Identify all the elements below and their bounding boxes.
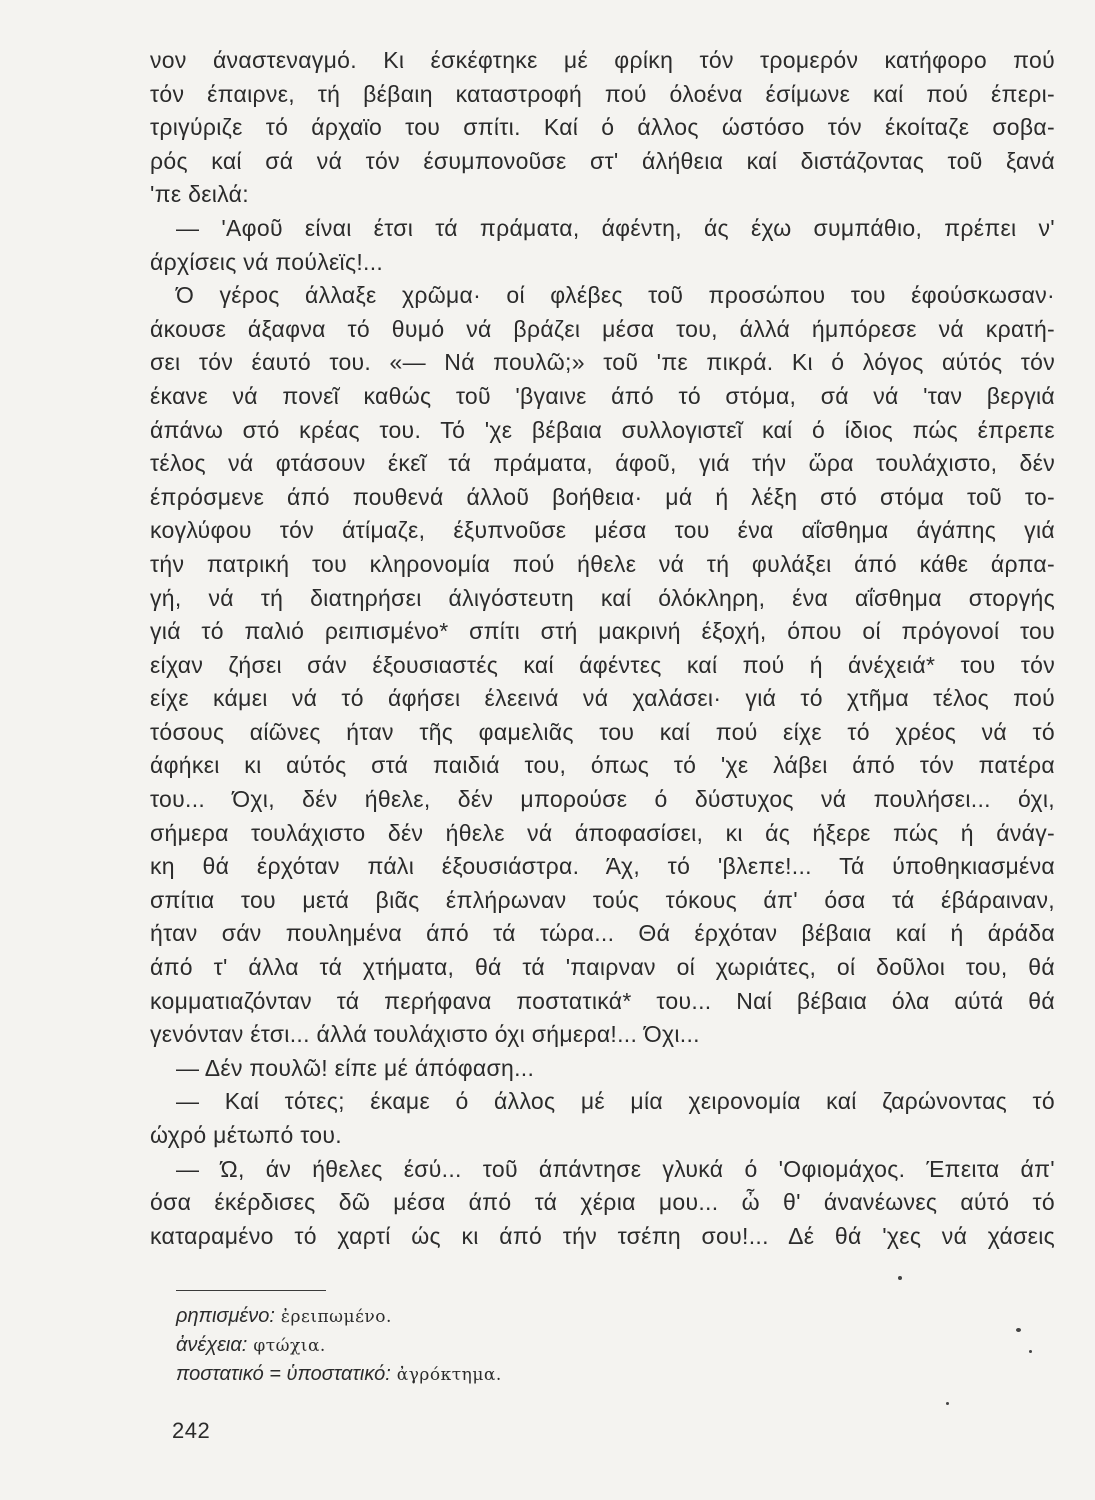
footnote-term: ἀνέχεια: bbox=[176, 1334, 248, 1356]
text-line: είχαν ζήσει σάν έξουσιαστές καί άφέντες καί πού ή άνέχειά* του τόν bbox=[150, 651, 1055, 678]
text-line: κη θά έρχόταν πάλι έξουσιάστρα. Άχ, τό 'βλεπε!... Τά ύποθηκιασμένα bbox=[150, 853, 1055, 880]
footnotes bbox=[176, 1302, 776, 1389]
page-number: 242 bbox=[172, 1418, 211, 1443]
text-line: κομματιαζόνταν τά περήφανα ποστατικά* του... Ναί βέβαια όλα αύτά θά bbox=[150, 987, 1055, 1014]
text-line: σπίτια του μετά βιᾶς έπλήρωναν τούς τόκους άπ' όσα τά έβάραιναν, bbox=[150, 886, 1055, 913]
print-speck bbox=[1029, 1350, 1032, 1353]
text-line: τέλος νά φτάσουν έκεῖ τά πράματα, άφοῦ, γιά τήν ὥρα τουλάχιστο, δέν bbox=[150, 450, 1055, 477]
text-line: έπρόσμενε άπό πουθενά άλλοῦ βοήθεια· μά ή λέξη στό στόμα τοῦ το- bbox=[150, 483, 1055, 510]
text-line: άκουσε άξαφνα τό θυμό νά βράζει μέσα του, άλλά ήμπόρεσε νά κρατή- bbox=[150, 315, 1055, 342]
footnote-divider bbox=[176, 1290, 326, 1291]
text-line: — 'Αφοῦ είναι έτσι τά πράματα, άφέντη, άς έχω συμπάθιο, πρέπει ν' bbox=[176, 214, 1055, 241]
body-text bbox=[150, 44, 1055, 1253]
footnote-term: ποστατικό = ὑποστατικό: bbox=[176, 1363, 391, 1385]
print-speck bbox=[946, 1402, 949, 1405]
text-line: ώχρό μέτωπό του. bbox=[150, 1122, 342, 1148]
text-line: άφήκει κι αύτός στά παιδιά του, όπως τό 'χε λάβει άπό τόν πατέρα bbox=[150, 752, 1055, 779]
text-line: γιά τό παλιό ρειπισμένο* σπίτι στή μακρινή έξοχή, όπου οί πρόγονοί του bbox=[150, 618, 1055, 645]
text-line: ρός καί σά νά τόν έσυμπονοῦσε στ' άλήθεια καί διστάζοντας τοῦ ξανά bbox=[150, 147, 1055, 174]
text-line: Ό γέρος άλλαξε χρῶμα· οί φλέβες τοῦ προσώπου του έφούσκωσαν· bbox=[176, 282, 1055, 309]
text-line: σει τόν έαυτό του. «— Νά πουλῶ;» τοῦ 'πε πικρά. Κι ό λόγος αύτός τόν bbox=[150, 349, 1055, 376]
footnote bbox=[176, 1302, 776, 1331]
text-line: του... Όχι, δέν ήθελε, δέν μπορούσε ό δύστυχος νά πουλήσει... όχι, bbox=[150, 786, 1055, 813]
text-line: κογλύφου τόν άτίμαζε, έξυπνοῦσε μέσα του ένα αΐσθημα άγάπης γιά bbox=[150, 517, 1055, 544]
text-line: σήμερα τουλάχιστο δέν ήθελε νά άποφασίσει, κι άς ήξερε πώς ή άνάγ- bbox=[150, 819, 1055, 846]
text-line: γενόνταν έτσι... άλλά τουλάχιστο όχι σήμερα!... Όχι... bbox=[150, 1021, 700, 1048]
text-line: είχε κάμει νά τό άφήσει έλεεινά νά χαλάσει· γιά τό χτῆμα τέλος πού bbox=[150, 685, 1055, 712]
footnote-definition: φτώχια. bbox=[253, 1336, 326, 1356]
text-line: ήταν σάν πουλημένα άπό τά τώρα... Θά έρχόταν βέβαια καί ή άράδα bbox=[150, 920, 1055, 947]
text-line: γή, νά τή διατηρήσει άλιγόστευτη καί όλόκληρη, ένα αΐσθημα στοργής bbox=[150, 584, 1055, 611]
text-line: άπό τ' άλλα τά χτήματα, θά τά 'παιρναν οί χωριάτες, οί δοῦλοι του, θά bbox=[150, 954, 1055, 981]
footnote-definition: ἐρειπωμένο. bbox=[280, 1307, 392, 1327]
text-line: άπάνω στό κρέας του. Τό 'χε βέβαια συλλογιστεῖ καί ό ίδιος πώς έπρεπε bbox=[150, 416, 1055, 443]
text-line: — Δέν πουλῶ! είπε μέ άπόφαση... bbox=[176, 1054, 535, 1081]
text-line: τήν πατρική του κληρονομία πού ήθελε νά τή φυλάξει άπό κάθε άρπα- bbox=[150, 550, 1055, 577]
text-line: τόν έπαιρνε, τή βέβαιη καταστροφή πού όλοένα έσίμωνε καί πού έπερι- bbox=[150, 80, 1055, 107]
text-line: — Ώ, άν ήθελες έσύ... τοῦ άπάντησε γλυκά ό 'Οφιομάχος. Έπειτα άπ' bbox=[176, 1155, 1055, 1182]
footnote-definition: ἀγρόκτημα. bbox=[396, 1365, 502, 1385]
text-line: νον άναστεναγμό. Κι έσκέφτηκε μέ φρίκη τόν τρομερόν κατήφορο πού bbox=[150, 47, 1055, 73]
text-line: όσα έκέρδισες δῶ μέσα άπό τά χέρια μου... ὦ θ' άνανέωνες αύτό τό bbox=[150, 1189, 1055, 1216]
text-line: άρχίσεις νά πούλεϊς!... bbox=[150, 248, 384, 275]
footnote bbox=[176, 1331, 776, 1360]
text-line: — Καί τότες; έκαμε ό άλλος μέ μία χειρονομία καί ζαρώνοντας τό bbox=[176, 1088, 1055, 1115]
print-speck bbox=[1016, 1328, 1021, 1332]
text-line: έκανε νά πονεῖ καθώς τοῦ 'βγαινε άπό τό στόμα, σά νά 'ταν βεργιά bbox=[150, 382, 1055, 409]
text-line: τριγύριζε τό άρχαϊο του σπίτι. Καί ό άλλος ώστόσο τόν έκοίταζε σοβα- bbox=[150, 114, 1055, 141]
text-line: 'πε δειλά: bbox=[150, 181, 249, 208]
text-line: τόσους αίῶνες ήταν τῆς φαμελιᾶς του καί πού είχε τό χρέος νά τό bbox=[150, 718, 1055, 745]
footnote bbox=[176, 1360, 776, 1389]
text-line: καταραμένο τό χαρτί ώς κι άπό τήν τσέπη σου!... Δέ θά 'χες νά χάσεις bbox=[150, 1222, 1055, 1249]
footnote-term: ρηπισμένο: bbox=[176, 1305, 275, 1327]
print-speck bbox=[898, 1276, 902, 1280]
